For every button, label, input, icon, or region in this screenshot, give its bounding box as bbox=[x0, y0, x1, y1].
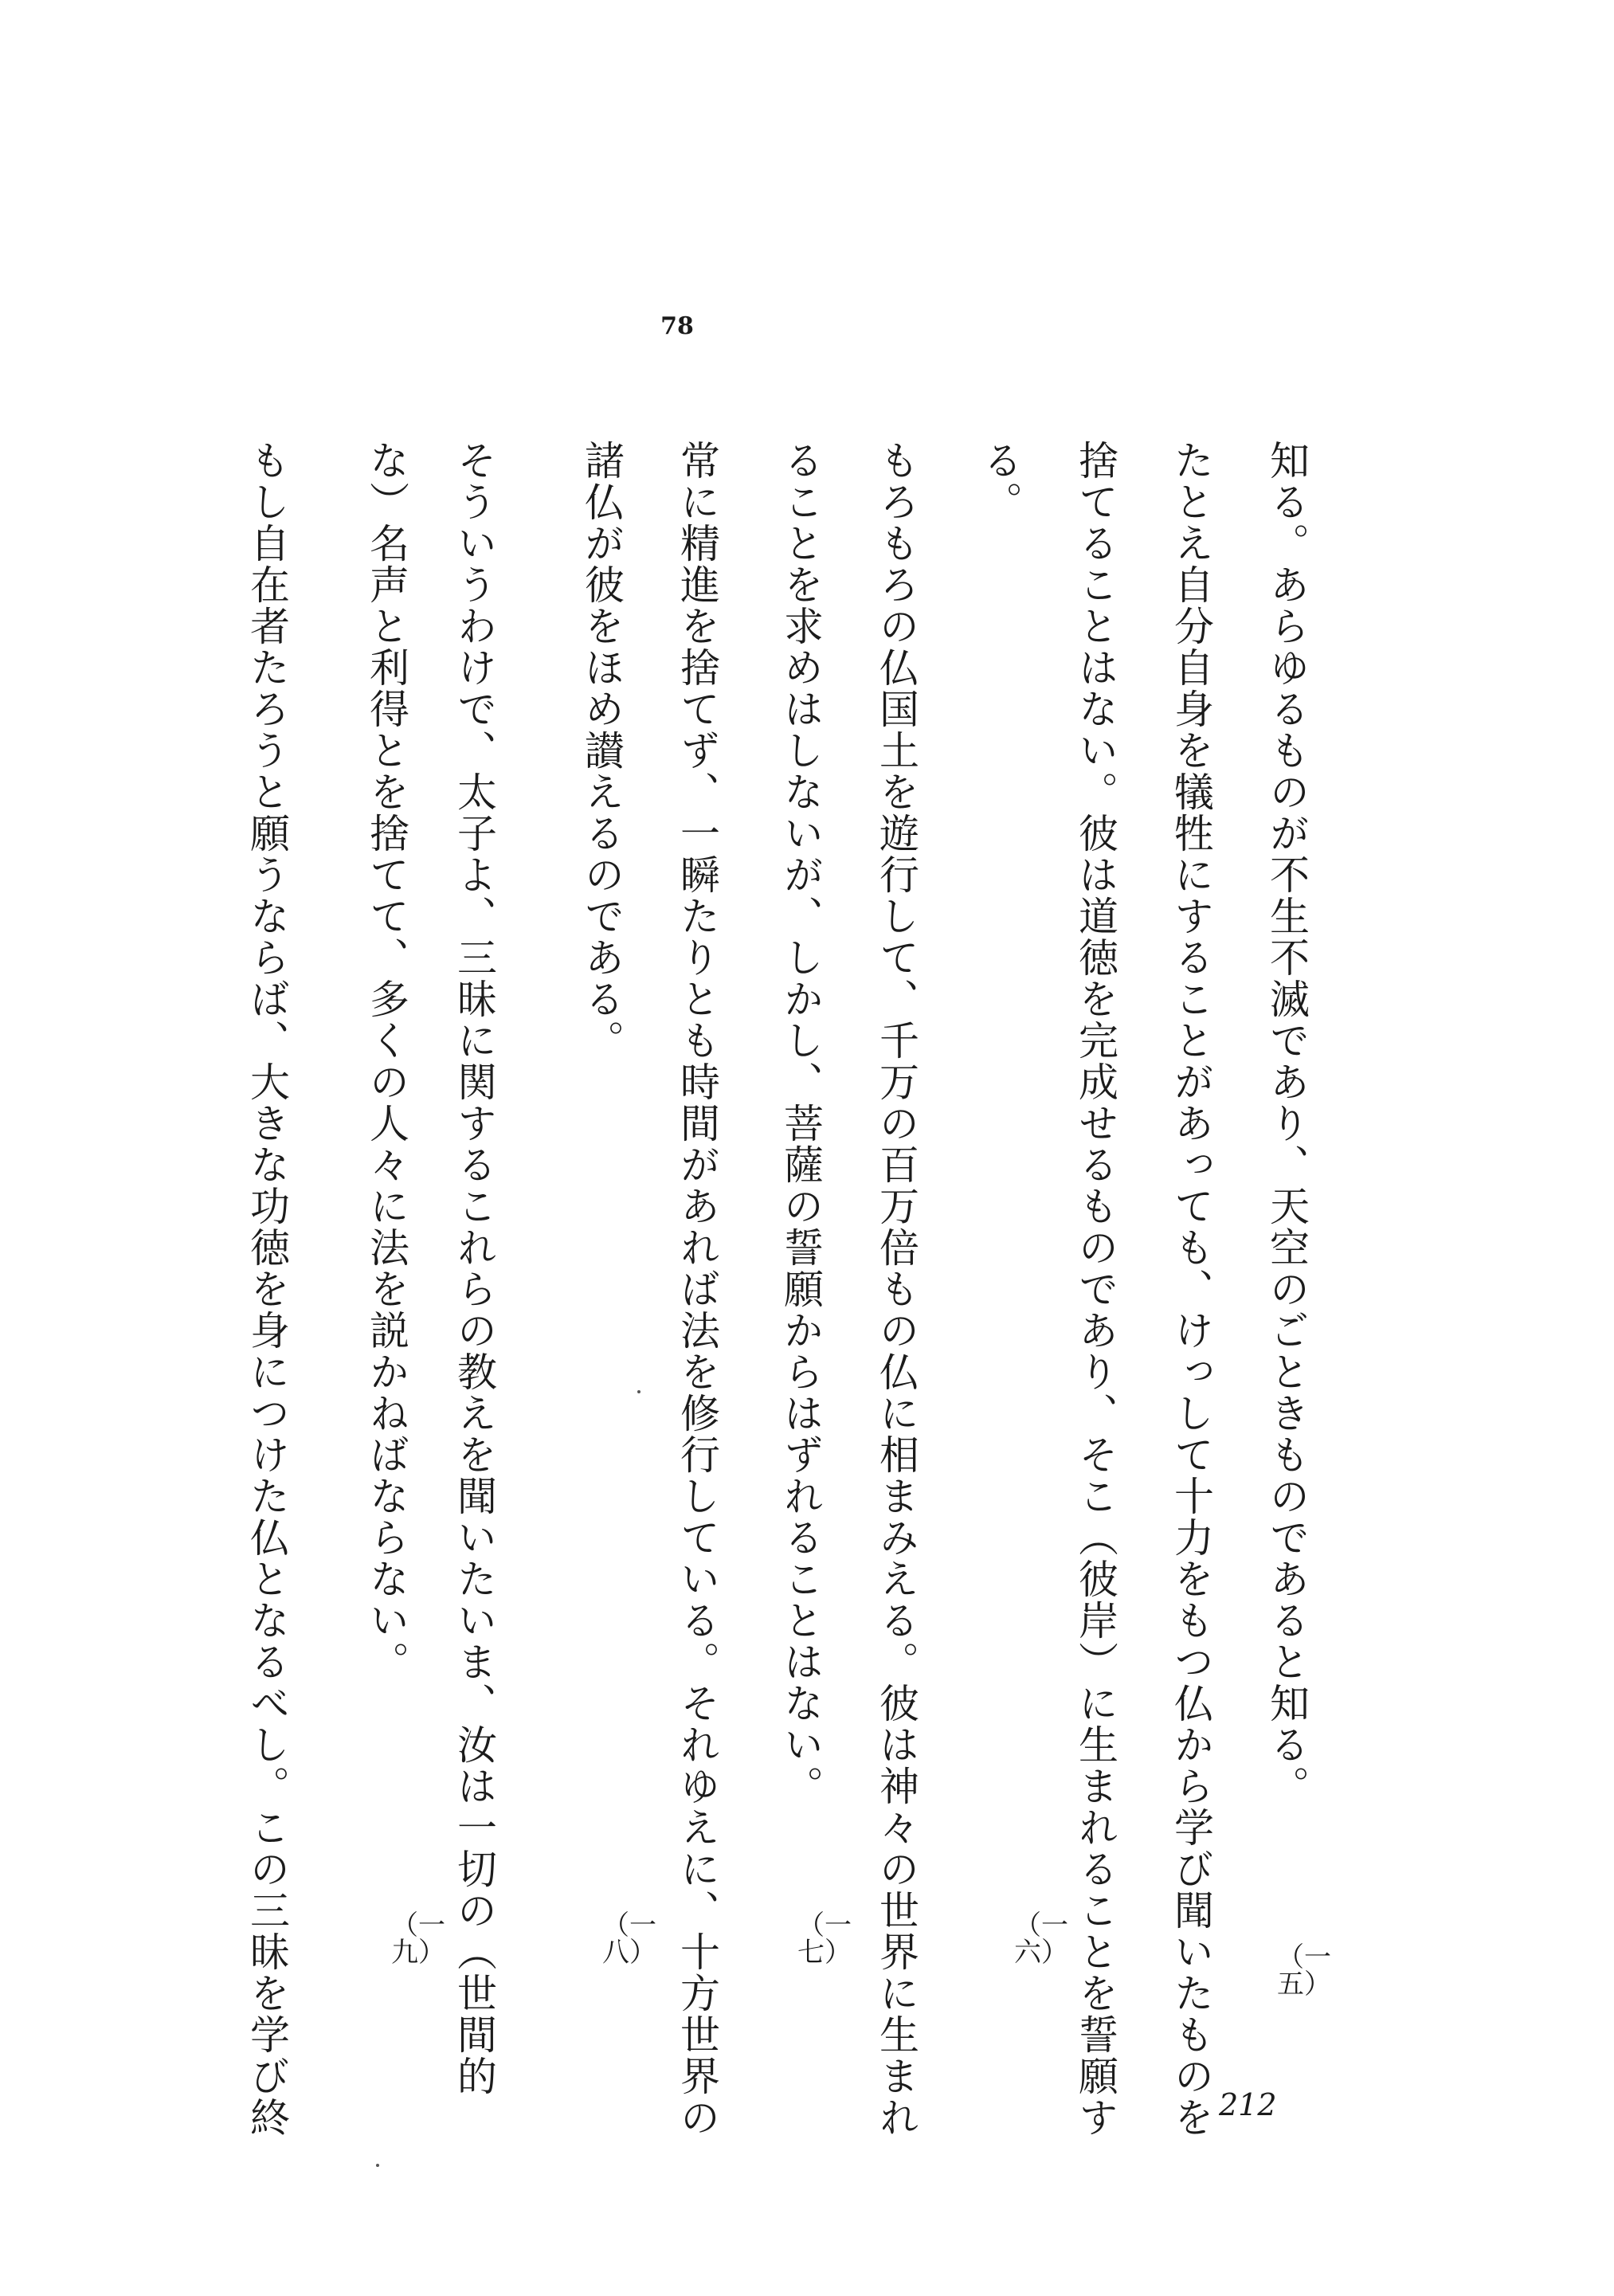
page-number: 212 bbox=[1219, 2087, 1277, 2122]
text-column-1: 知る。あらゆるものが不生不滅であり、天空のごときものであると知る。 bbox=[1263, 440, 1310, 1807]
text-column-3: 捨てることはない。彼は道徳を完成せるものであり、そこ（彼岸）に生まれることを誓願す bbox=[1072, 440, 1118, 2138]
verse-number-17: （一七） bbox=[797, 1910, 852, 1969]
verse-number-18: （一八） bbox=[602, 1910, 656, 1969]
text-column-7: 常に精進を捨てず、一瞬たりとも時間があれば法を修行している。それゆえに、十方世界の bbox=[674, 440, 720, 2138]
scan-speck bbox=[637, 1390, 641, 1393]
verse-number-19: （一九） bbox=[391, 1910, 445, 1969]
text-column-11: もし自在者たろうと願うならば、大きな功徳を身につけた仏となるべし。この三昧を学び終 bbox=[244, 440, 290, 2138]
text-column-8: 諸仏が彼をほめ讃えるのである。 bbox=[578, 440, 625, 1061]
text-column-10: な）名声と利得とを捨てて、多くの人々に法を説かねばならない。 bbox=[363, 440, 409, 1683]
text-column-4: る。 bbox=[977, 440, 1023, 523]
verse-number-15: （一五） bbox=[1277, 1941, 1331, 2000]
text-column-9: そういうわけで、太子よ、三昧に関するこれらの教えを聞いたいま、汝は一切の（世間的 bbox=[451, 440, 497, 2097]
verse-number-16: （一六） bbox=[1014, 1910, 1068, 1969]
scan-speck bbox=[376, 2164, 379, 2167]
chapter-number: 78 bbox=[660, 312, 694, 340]
text-column-5: もろもろの仏国土を遊行して、千万の百万倍もの仏に相まみえる。彼は神々の世界に生まれ bbox=[873, 440, 919, 2138]
text-column-2: たとえ自分自身を犠牲にすることがあっても、けっして十力をもつ仏から学び聞いたものを bbox=[1168, 440, 1214, 2138]
text-column-6: ることを求めはしないが、しかし、菩薩の誓願からはずれることはない。 bbox=[778, 440, 824, 1807]
